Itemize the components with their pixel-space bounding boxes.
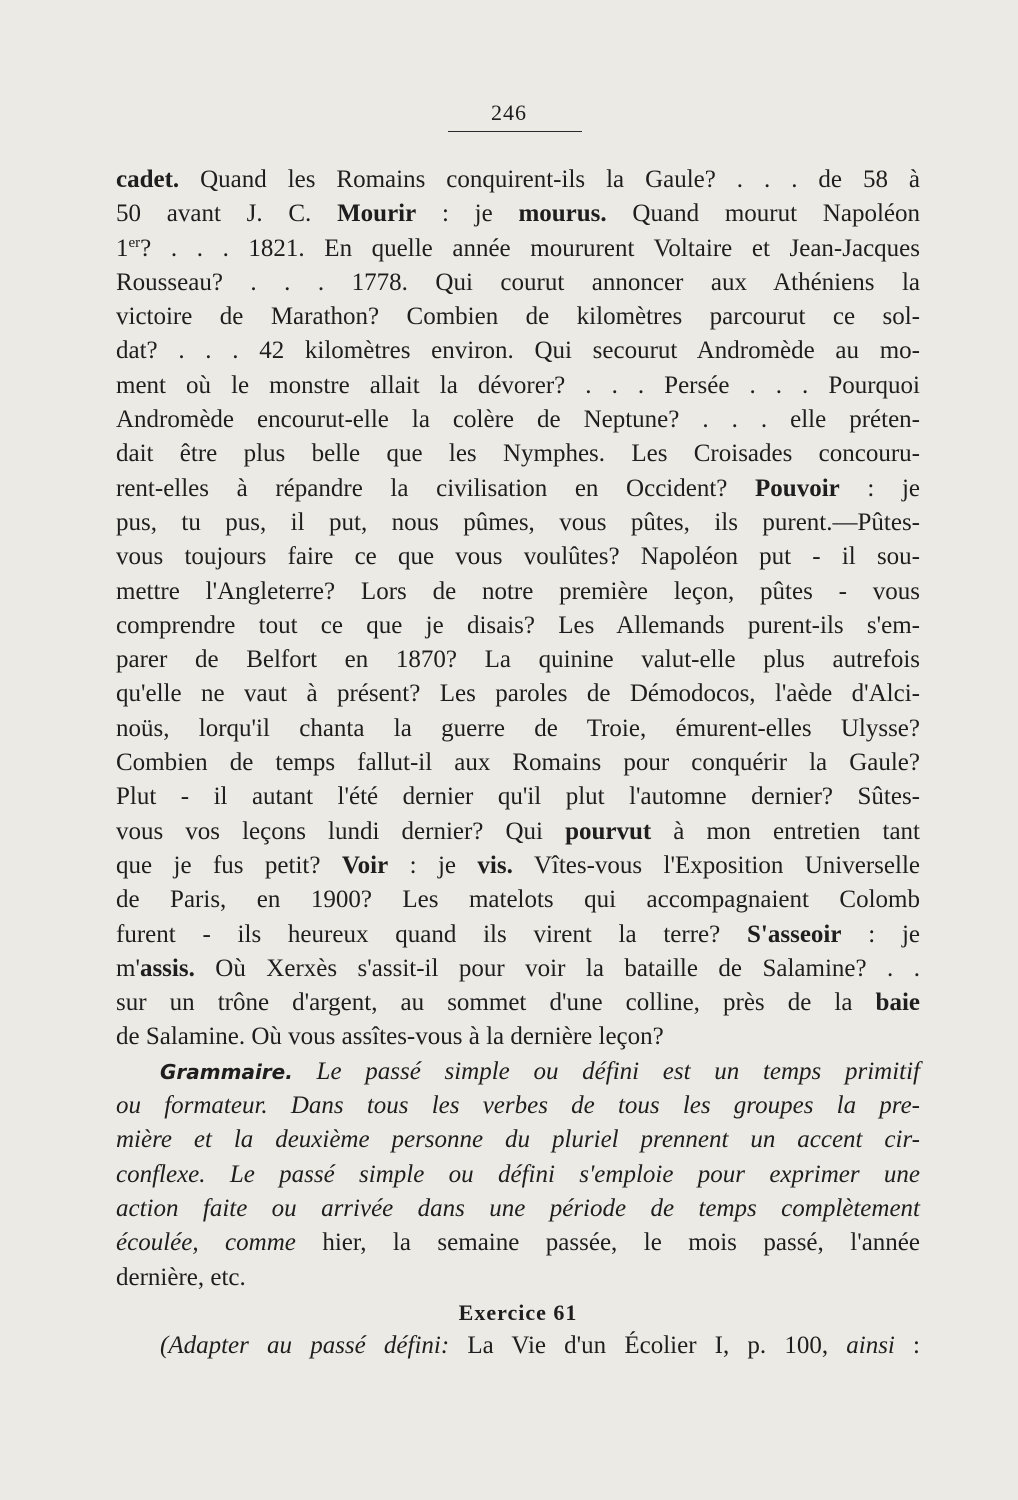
grammar-line: ou formateur. Dans tous les verbes de tous les groupes la pre- [116, 1092, 920, 1120]
text-line: sur un trône d'argent, au sommet d'une colline, près de la baie [116, 989, 920, 1017]
exercise-instruction: (Adapter au passé défini: La Vie d'un Écolier I, p. 100, ainsi : [160, 1332, 920, 1360]
text-line: cadet. Quand les Romains conquirent-ils la Gaule? . . . de 58 à [116, 166, 920, 193]
grammar-line: dernière, etc. [116, 1263, 246, 1291]
text-line: dait être plus belle que les Nymphes. Les Croisades concouru- [116, 440, 920, 468]
text-line: de Salamine. Où vous assîtes-vous à la dernière leçon? [116, 1023, 664, 1051]
text-line: Plut - il autant l'été dernier qu'il plut l'automne dernier? Sûtes- [116, 783, 920, 811]
body-text [116, 163, 920, 1363]
text-line: Andromède encourut-elle la colère de Neptune? . . . elle préten- [116, 406, 920, 434]
grammar-line: écoulée, comme hier, la semaine passée, le mois passé, l'année [116, 1229, 920, 1257]
text-line: rent-elles à répandre la civilisation en Occident? Pouvoir : je [116, 474, 920, 502]
text-line: mettre l'Angleterre? Lors de notre première leçon, pûtes - vous [116, 577, 920, 605]
form-mourus: mourus. [518, 200, 607, 228]
form-assis: assis. [139, 954, 195, 982]
grammar-label: Grammaire. [160, 1059, 293, 1084]
text-line: Combien de temps fallut-il aux Romains pour conquérir la Gaule? [116, 749, 920, 777]
verb-mourir: Mourir [337, 200, 417, 228]
text-line: m'assis. Où Xerxès s'assit-il pour voir la bataille de Salamine? . . [116, 954, 920, 982]
verb-pourvut: pourvut [565, 817, 652, 845]
text-line: vous toujours faire ce que vous voulûtes? Napoléon put - il sou- [116, 543, 920, 571]
text-line: Rousseau? . . . 1778. Qui courut annoncer aux Athéniens la [116, 268, 920, 296]
text-line: ment où le monstre allait la dévorer? . . . Persée . . . Pourquoi [116, 371, 920, 399]
text-line: victoire de Marathon? Combien de kilomètres parcourut ce sol- [116, 303, 920, 331]
verb-pouvoir: Pouvoir [755, 474, 840, 502]
text-line: furent - ils heureux quand ils virent la terre? S'asseoir : je [116, 920, 920, 948]
text-line: pus, tu pus, il put, nous pûmes, vous pûtes, ils purent.—Pûtes- [116, 508, 920, 536]
text-line: vous vos leçons lundi dernier? Qui pourvut à mon entretien tant [116, 817, 920, 845]
text-line: parer de Belfort en 1870? La quinine valut-elle plus autrefois [116, 646, 920, 674]
verb-voir: Voir [341, 851, 389, 879]
text-line: de Paris, en 1900? Les matelots qui accompagnaient Colomb [116, 886, 920, 914]
form-vis: vis. [477, 851, 513, 879]
grammar-line: action faite ou arrivée dans une période de temps complètement [116, 1194, 920, 1222]
text-line: dat? . . . 42 kilomètres environ. Qui secourut Andromède au mo- [116, 337, 920, 365]
text-line: que je fus petit? Voir : je vis. Vîtes-vous l'Exposition Universelle [116, 851, 920, 879]
keyword-cadet: cadet. [116, 166, 180, 193]
grammar-line: Grammaire. Le passé simple ou défini est un temps primitif [160, 1057, 920, 1085]
page-number: 246 [491, 100, 527, 125]
text-line: 50 avant J. C. Mourir : je mourus. Quand mourut Napoléon [116, 200, 920, 228]
header-rule [448, 131, 582, 132]
text-line: qu'elle ne vaut à présent? Les paroles de Démodocos, l'aède d'Alci- [116, 680, 920, 708]
grammar-line: mière et la deuxième personne du pluriel prennent un accent cir- [116, 1126, 920, 1154]
exercise-title: Exercice 61 [458, 1299, 578, 1325]
keyword-baie: baie [875, 989, 920, 1017]
text-line: noüs, lorqu'il chanta la guerre de Troie, émurent-elles Ulysse? [116, 714, 920, 742]
grammar-line: conflexe. Le passé simple ou défini s'emploie pour exprimer une [116, 1160, 920, 1188]
text-line: 1er? . . . 1821. En quelle année moururent Voltaire et Jean-Jacques [116, 234, 920, 262]
text-line: comprendre tout ce que je disais? Les Allemands purent-ils s'em- [116, 611, 920, 639]
verb-sasseoir: S'asseoir [747, 920, 842, 948]
